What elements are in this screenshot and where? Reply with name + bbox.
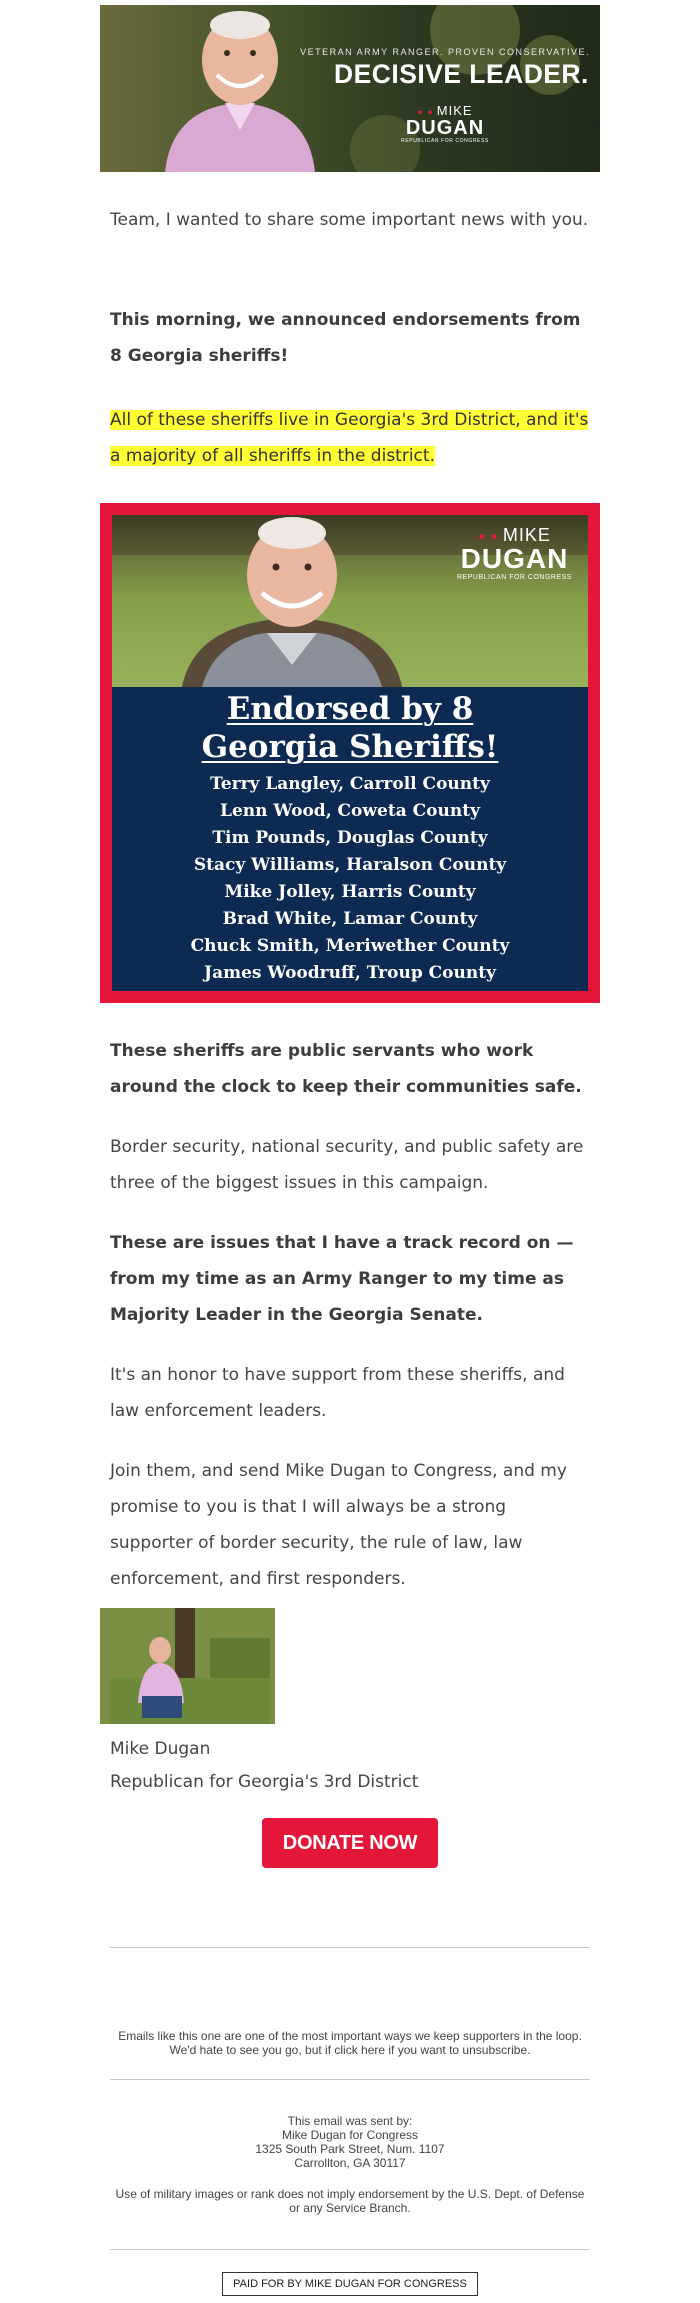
sheriff-item: Chuck Smith, Meriwether County [190,936,510,956]
paid-for-box: PAID FOR BY MIKE DUGAN FOR CONGRESS [222,2272,478,2296]
org-name: Mike Dugan for Congress [281,2128,419,2142]
endorsement-title-line1: Endorsed by 8 [226,691,474,727]
donate-button[interactable]: DONATE NOW [262,1818,438,1868]
sender-address [110,2114,590,2170]
logo-first-name: MIKE [436,103,473,118]
header-banner [100,5,600,172]
street-address: 1325 South Park Street, Num. 1107 [255,2142,445,2156]
endorsement-title [112,690,588,766]
highlight-paragraph [110,402,590,474]
star-dots-icon: ● ● [478,529,499,544]
sheriff-item: Lenn Wood, Coweta County [220,801,480,821]
signature-title: Republican for Georgia's 3rd District [110,1772,419,1792]
star-dots-icon: ● ● [417,106,434,117]
intro-paragraph: Team, I wanted to share some important news with you. [110,210,589,230]
logo-last-name: DUGAN [405,117,485,139]
endorsement-title-line2: Georgia Sheriffs! [201,729,499,765]
banner-tagline: VETERAN ARMY RANGER. PROVEN CONSERVATIVE. [300,47,590,57]
sheriff-item: Mike Jolley, Harris County [224,882,476,902]
highlighted-text: All of these sheriffs live in Georgia's 3rd District, and it's a majority of all sheriffs in the district. [110,410,589,466]
candidate-smiling-icon [162,515,422,687]
divider [110,2249,590,2250]
signature-block [110,1733,418,1799]
issues-paragraph: Border security, national security, and public safety are three of the biggest issues in this campaign. [110,1137,584,1193]
endorsement-panel [112,515,588,991]
honor-paragraph: It's an honor to have support from these sheriffs, and law enforcement leaders. [110,1365,565,1421]
divider [110,1947,590,1948]
sheriff-list [112,771,588,987]
disclaimer: Use of military images or rank does not imply endorsement by the U.S. Dept. of Defense or any Service Branch. [115,2187,585,2215]
signature-photo [100,1608,275,1724]
endorsement-graphic [100,503,600,1003]
sheriff-item: James Woodruff, Troup County [204,963,496,983]
signature-name: Mike Dugan [110,1739,211,1759]
closing-paragraph: Join them, and send Mike Dugan to Congress, and my promise to you is that I will always be a strong supporter of border security, the rule of law, law enforcement, and first responders. [110,1461,567,1589]
logo-subtitle: REPUBLICAN FOR CONGRESS [401,138,489,144]
banner-logo [390,103,500,144]
sent-by-label: This email was sent by: [287,2114,413,2128]
graphic-logo [452,525,577,581]
divider [110,2079,590,2080]
sheriff-item: Stacy Williams, Haralson County [193,855,507,875]
sheriff-item: Terry Langley, Carroll County [210,774,490,794]
sheriff-item: Tim Pounds, Douglas County [212,828,488,848]
candidate-seated-icon [100,1608,275,1724]
announcement-paragraph: This morning, we announced endorsements from 8 Georgia sheriffs! [110,310,581,366]
endorsement-photo [112,515,588,687]
banner-headline: DECISIVE LEADER. [334,59,589,89]
sheriff-item: Brad White, Lamar County [222,909,478,929]
sheriffs-paragraph: These sheriffs are public servants who work around the clock to keep their communities safe. [110,1041,582,1097]
track-record-paragraph: These are issues that I have a track record on — from my time as an Army Ranger to my time as Majority Leader in the Georgia Senate. [110,1233,574,1325]
unsubscribe-note[interactable]: Emails like this one are one of the most important ways we keep supporters in the loop. We'd hate to see you go, but if click here if you want to unsubscribe. [118,2029,582,2057]
city-address: Carrollton, GA 30117 [294,2156,406,2170]
graphic-logo-first: MIKE [502,525,551,545]
graphic-logo-sub: REPUBLICAN FOR CONGRESS [457,574,572,581]
graphic-logo-last: DUGAN [460,543,569,574]
